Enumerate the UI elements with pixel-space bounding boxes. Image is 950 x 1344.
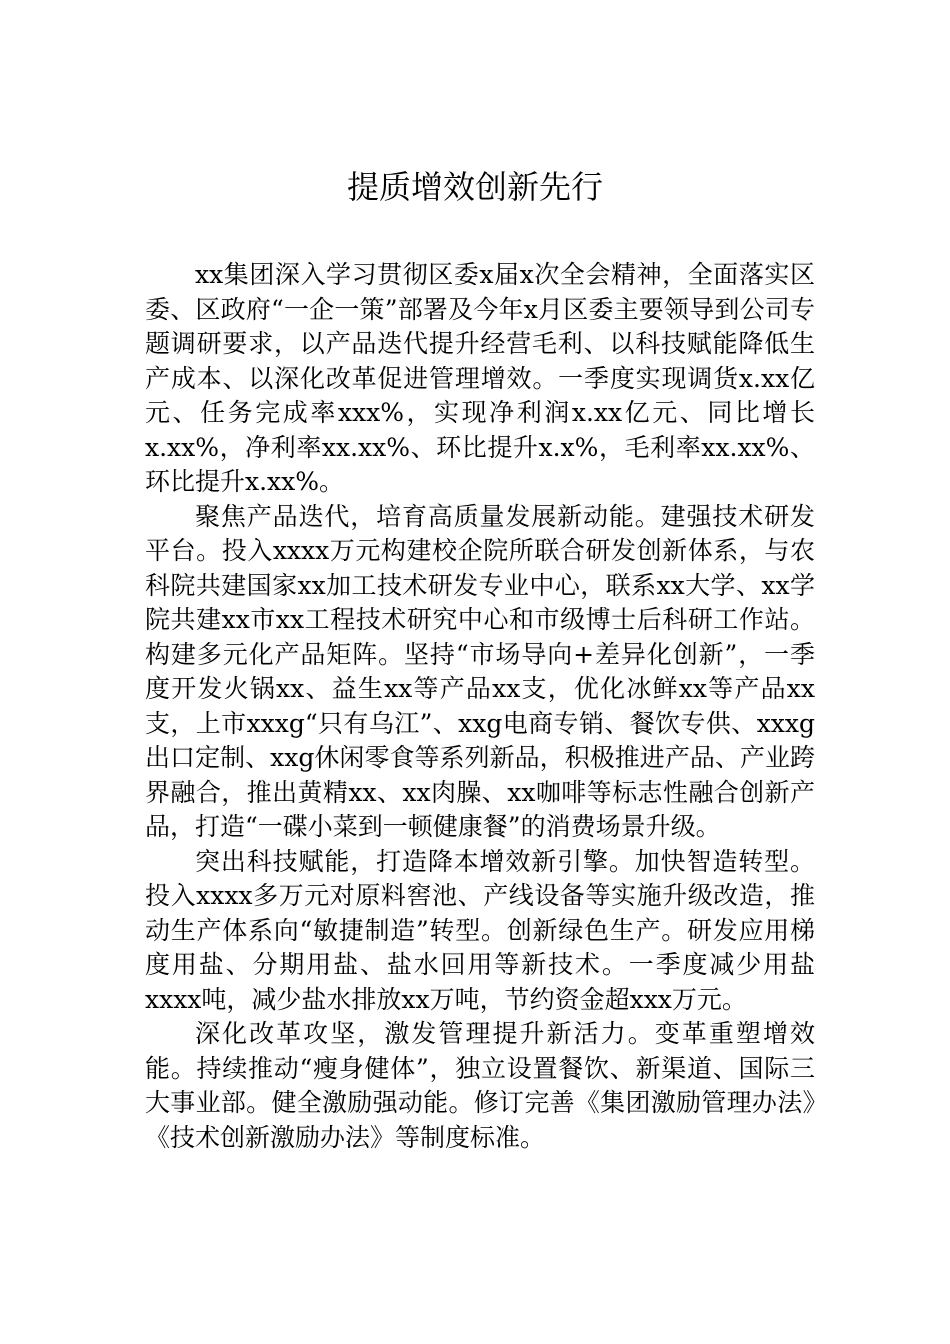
paragraph-product-iteration: 聚焦产品迭代，培育高质量发展新动能。建强技术研发平台。投入xxxx万元构建校企院所联合研发创新体系，与农科院共建国家xx加工技术研发专业中心，联系xx大学、xx学院共建xx市xx工程技术研究中心和市级博士后科研工作站。构建多元化产品矩阵。坚持“市场导向+差异化创新”，一季度开发火锅xx、益生xx等产品xx支，优化冰鲜xx等产品xx支，上市xxxg“只有乌江”、xxg电商专销、餐饮专供、xxxg出口定制、xxg休闲零食等系列新品，积极推进产品、产业跨界融合，推出黄精xx、xx肉臊、xx咖啡等标志性融合创新产品，打造“一碟小菜到一顿健康餐”的消费场景升级。 — [145, 501, 815, 841]
paragraph-tech-empowerment: 突出科技赋能，打造降本增效新引擎。加快智造转型。投入xxxx多万元对原料窖池、产线设备等实施升级改造，推动生产体系向“敏捷制造”转型。创新绿色生产。研发应用梯度用盐、分期用盐、盐水回用等新技术。一季度减少用盐xxxx吨，减少盐水排放xx万吨，节约资金超xxx万元。 — [145, 846, 815, 1014]
document-title: 提质增效创新先行 — [346, 168, 603, 206]
paragraph-reform: 深化改革攻坚，激发管理提升新活力。变革重塑增效能。持续推动“瘦身健体”，独立设置餐饮、新渠道、国际三大事业部。健全激励强动能。修订完善《集团激励管理办法》《技术创新激励办法》等制度标准。 — [145, 1019, 815, 1152]
paragraph-intro: xx集团深入学习贯彻区委x届x次全会精神，全面落实区委、区政府“一企一策”部署及今年x月区委主要领导到公司专题调研要求，以产品迭代提升经营毛利、以科技赋能降低生产成本、以深化改革促进管理增效。一季度实现调货x.xx亿元、任务完成率xxx%，实现净利润x.xx亿元、同比增长x.xx%，净利率xx.xx%、环比提升x.x%，毛利率xx.xx%、环比提升x.xx%。 — [145, 260, 815, 496]
document-body — [145, 258, 815, 1155]
